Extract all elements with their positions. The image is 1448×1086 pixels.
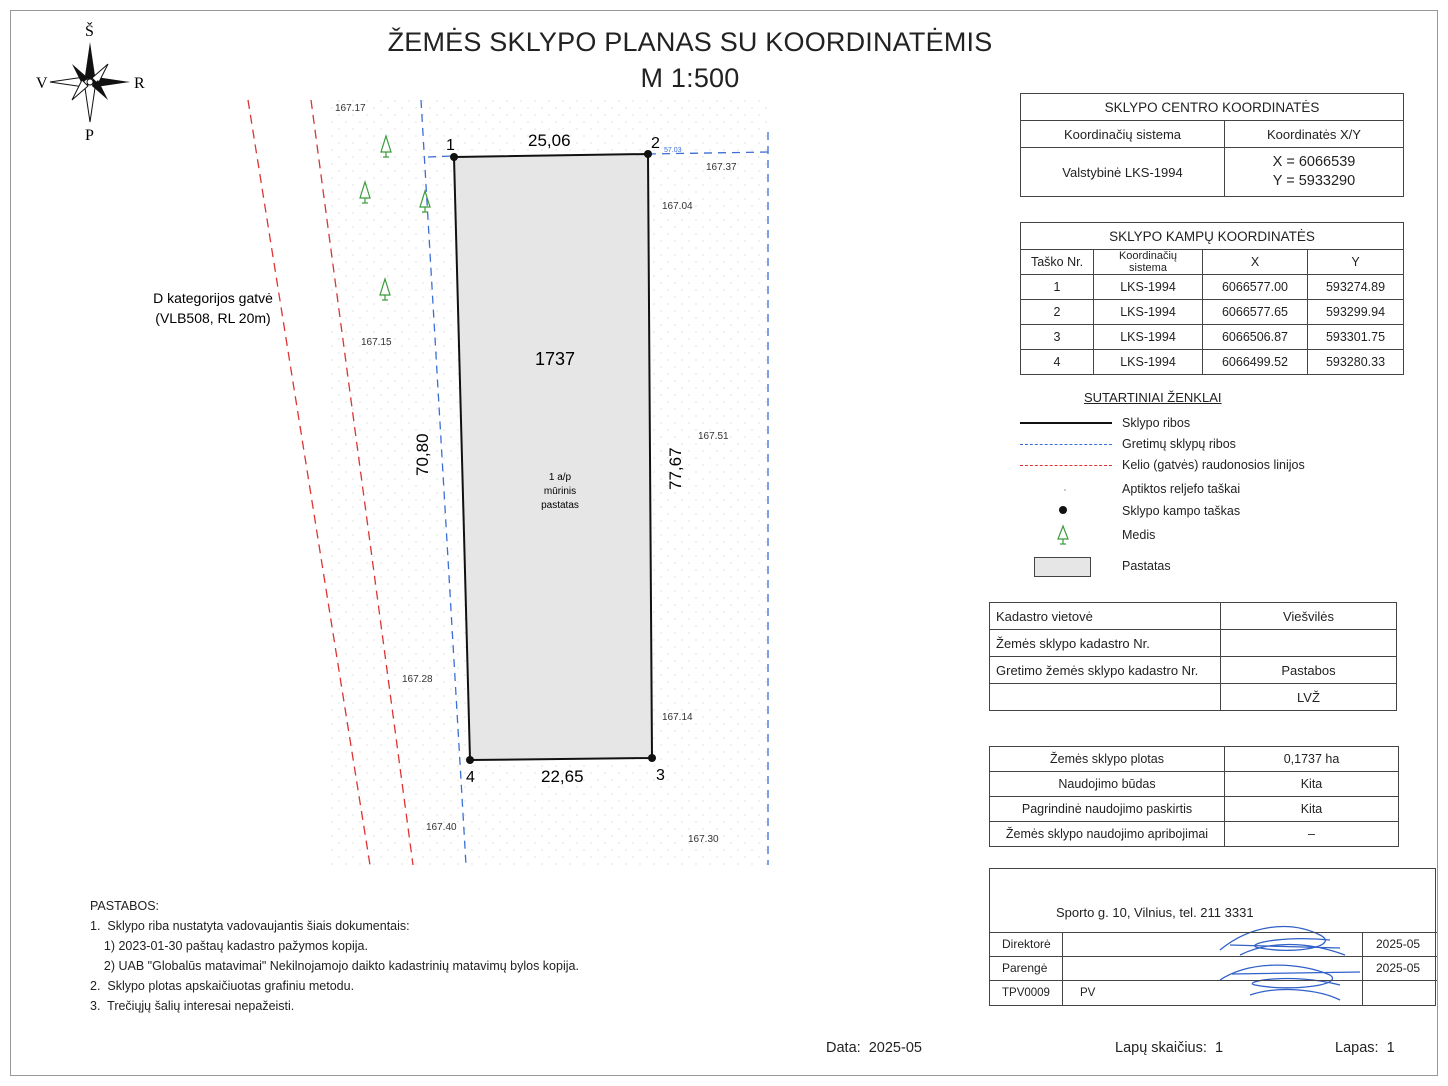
notes — [90, 896, 579, 1016]
legend-item — [1020, 435, 1420, 455]
cell: 1 — [1021, 275, 1094, 300]
document-code-2: PV — [1080, 987, 1096, 999]
center-x: X = 6066539 — [1272, 154, 1356, 170]
building-swatch-icon — [1034, 557, 1091, 577]
legend-label: Gretimų sklypų ribos — [1122, 437, 1236, 451]
cell: Naudojimo būdas — [990, 772, 1225, 797]
cell: Pagrindinė naudojimo paskirtis — [990, 797, 1225, 822]
corner-table-title: SKLYPO KAMPŲ KOORDINATĖS — [1021, 223, 1404, 250]
elevation-label: 167.17 — [335, 103, 366, 114]
company-address: Sporto g. 10, Vilnius, tel. 211 3331 — [1056, 905, 1254, 920]
center-table-col2: Koordinatės X/Y — [1225, 121, 1404, 148]
compass-north: Š — [85, 23, 94, 40]
compass-west: V — [36, 75, 48, 92]
compass-icon — [50, 42, 130, 122]
length-top: 25,06 — [528, 131, 571, 150]
document-code: TPV0009 — [1002, 987, 1050, 999]
cell: Pastabos — [1221, 657, 1397, 684]
center-table-system: Valstybinė LKS-1994 — [1021, 148, 1225, 197]
cell: LVŽ — [1221, 684, 1397, 711]
building-label-3: pastatas — [541, 500, 579, 511]
corner-header-x: X — [1203, 250, 1308, 275]
corner-header-y: Y — [1308, 250, 1404, 275]
corner-header-system: Koordinačių sistema — [1094, 250, 1203, 275]
title-block — [989, 868, 1436, 1006]
cell: 6066577.00 — [1203, 275, 1308, 300]
cell: 6066499.52 — [1203, 350, 1308, 375]
center-y: Y = 5933290 — [1272, 173, 1356, 189]
elevation-label: 167.28 — [402, 674, 433, 685]
tree-icon — [1056, 524, 1070, 548]
blue-dashed-line-icon — [1020, 444, 1112, 445]
center-table-title: SKLYPO CENTRO KOORDINATĖS — [1021, 94, 1404, 121]
prepared-label: Parengė — [1002, 961, 1048, 975]
parcel-boundary — [454, 154, 652, 760]
legend-item — [1020, 456, 1420, 476]
legend-item — [1020, 557, 1420, 577]
cell: LKS-1994 — [1094, 325, 1203, 350]
legend-title: SUTARTINIAI ŽENKLAI — [1084, 390, 1222, 405]
point-label-4: 4 — [466, 769, 475, 786]
relief-dot-icon — [1064, 489, 1066, 491]
cell: Viešvilės — [1221, 603, 1397, 630]
center-table-col1: Koordinačių sistema — [1021, 121, 1225, 148]
title-line1: ŽEMĖS SKLYPO PLANAS SU KOORDINATĖMIS — [387, 27, 993, 57]
legend-label: Sklypo ribos — [1122, 416, 1191, 430]
note-line: 1. Sklypo riba nustatyta vadovaujantis šiais dokumentais: — [90, 919, 410, 933]
cell — [1221, 630, 1397, 657]
legend-label: Sklypo kampo taškas — [1122, 504, 1241, 518]
table-row — [1021, 325, 1404, 350]
footer-sheets-label: Lapų skaičius: — [1115, 1040, 1207, 1056]
footer-sheet-label: Lapas: — [1335, 1040, 1379, 1056]
cell: 4 — [1021, 350, 1094, 375]
elevation-label: 167.14 — [662, 712, 693, 723]
parcel-area-label: 1737 — [535, 349, 576, 369]
cell: 593301.75 — [1308, 325, 1404, 350]
cell: Žemės sklypo plotas — [990, 747, 1225, 772]
length-bottom: 22,65 — [541, 767, 584, 786]
building-label-1: 1 a/p — [548, 472, 572, 483]
cell — [990, 684, 1221, 711]
cell: 0,1737 ha — [1225, 747, 1399, 772]
legend-item — [1020, 502, 1420, 522]
cell: 6066577.65 — [1203, 300, 1308, 325]
point-label-3: 3 — [656, 767, 665, 784]
elevation-label: 57.03 — [664, 147, 682, 154]
length-right: 77,67 — [666, 447, 685, 490]
elevation-label: 167.37 — [706, 162, 737, 173]
solid-line-icon — [1020, 422, 1112, 424]
legend-label: Kelio (gatvės) raudonosios linijos — [1122, 458, 1305, 472]
length-left: 70,80 — [413, 433, 432, 476]
cell: Žemės sklypo naudojimo apribojimai — [990, 822, 1225, 847]
cell: 6066506.87 — [1203, 325, 1308, 350]
legend-label: Pastatas — [1122, 559, 1171, 573]
table-row — [990, 772, 1399, 797]
point-label-1: 1 — [446, 137, 455, 154]
cell: Kita — [1225, 797, 1399, 822]
footer-sheet-count — [1115, 1040, 1223, 1056]
center-coordinates-table — [1020, 93, 1404, 197]
corner-header-point: Taško Nr. — [1021, 250, 1094, 275]
legend-label: Aptiktos reljefo taškai — [1122, 482, 1241, 496]
corner-coordinates-table — [1020, 222, 1404, 375]
street-label-1: D kategorijos gatvė — [153, 290, 273, 306]
director-label: Direktorė — [1002, 937, 1051, 951]
cell: – — [1225, 822, 1399, 847]
cell: Kadastro vietovė — [990, 603, 1221, 630]
cell: LKS-1994 — [1094, 300, 1203, 325]
elevation-label: 167.51 — [698, 431, 729, 442]
legend-item — [1020, 526, 1420, 546]
compass-east: R — [134, 75, 145, 92]
note-line: 1) 2023-01-30 paštaų kadastro pažymos kopija. — [90, 939, 368, 953]
table-row — [1021, 350, 1404, 375]
table-row — [1021, 300, 1404, 325]
area-table — [989, 746, 1399, 847]
legend-label: Medis — [1122, 528, 1156, 542]
note-line: 2. Sklypo plotas apskaičiuotas grafiniu metodu. — [90, 979, 355, 993]
cadastre-table — [989, 602, 1397, 711]
legend-item — [1020, 414, 1420, 434]
table-row — [990, 797, 1399, 822]
street-label-2: (VLB508, RL 20m) — [155, 310, 271, 326]
corner-point-4 — [466, 756, 474, 764]
footer-date — [826, 1040, 922, 1056]
cell: LKS-1994 — [1094, 275, 1203, 300]
table-row — [990, 747, 1399, 772]
cell: 593280.33 — [1308, 350, 1404, 375]
footer-sheets-value: 1 — [1214, 1040, 1224, 1056]
cell: 3 — [1021, 325, 1094, 350]
cell: Kita — [1225, 772, 1399, 797]
corner-point-icon — [1059, 506, 1067, 514]
red-dashed-line-icon — [1020, 465, 1112, 466]
elevation-label: 167.30 — [688, 834, 719, 845]
cell: 2 — [1021, 300, 1094, 325]
footer-date-label: Data: — [826, 1040, 861, 1056]
cell: Gretimo žemės sklypo kadastro Nr. — [990, 657, 1221, 684]
elevation-label: 167.40 — [426, 822, 457, 833]
cell: LKS-1994 — [1094, 350, 1203, 375]
table-row — [990, 822, 1399, 847]
footer-sheet-value: 1 — [1386, 1040, 1395, 1056]
prepared-date: 2025-05 — [1376, 961, 1421, 975]
notes-title: PASTABOS: — [90, 899, 160, 913]
footer-sheet — [1335, 1040, 1395, 1056]
point-label-2: 2 — [651, 135, 660, 152]
corner-point-3 — [648, 754, 656, 762]
cell: 593274.89 — [1308, 275, 1404, 300]
footer-date-value: 2025-05 — [868, 1040, 922, 1056]
elevation-label: 167.04 — [662, 201, 693, 212]
note-line: 2) UAB "Globalūs matavimai" Nekilnojamojo daikto kadastrinių matavimų bylos kopija. — [90, 959, 579, 973]
cell: Žemės sklypo kadastro Nr. — [990, 630, 1221, 657]
cell: 593299.94 — [1308, 300, 1404, 325]
note-line: 3. Trečiųjų šalių interesai nepažeisti. — [90, 999, 295, 1013]
director-date: 2025-05 — [1376, 937, 1421, 951]
title-scale: M 1:500 — [640, 63, 740, 93]
building-label-2: mūrinis — [543, 486, 577, 497]
corner-point-1 — [450, 153, 458, 161]
elevation-label: 167.15 — [361, 337, 392, 348]
compass-south: P — [85, 127, 94, 144]
table-row — [1021, 275, 1404, 300]
legend-item — [1020, 480, 1420, 500]
